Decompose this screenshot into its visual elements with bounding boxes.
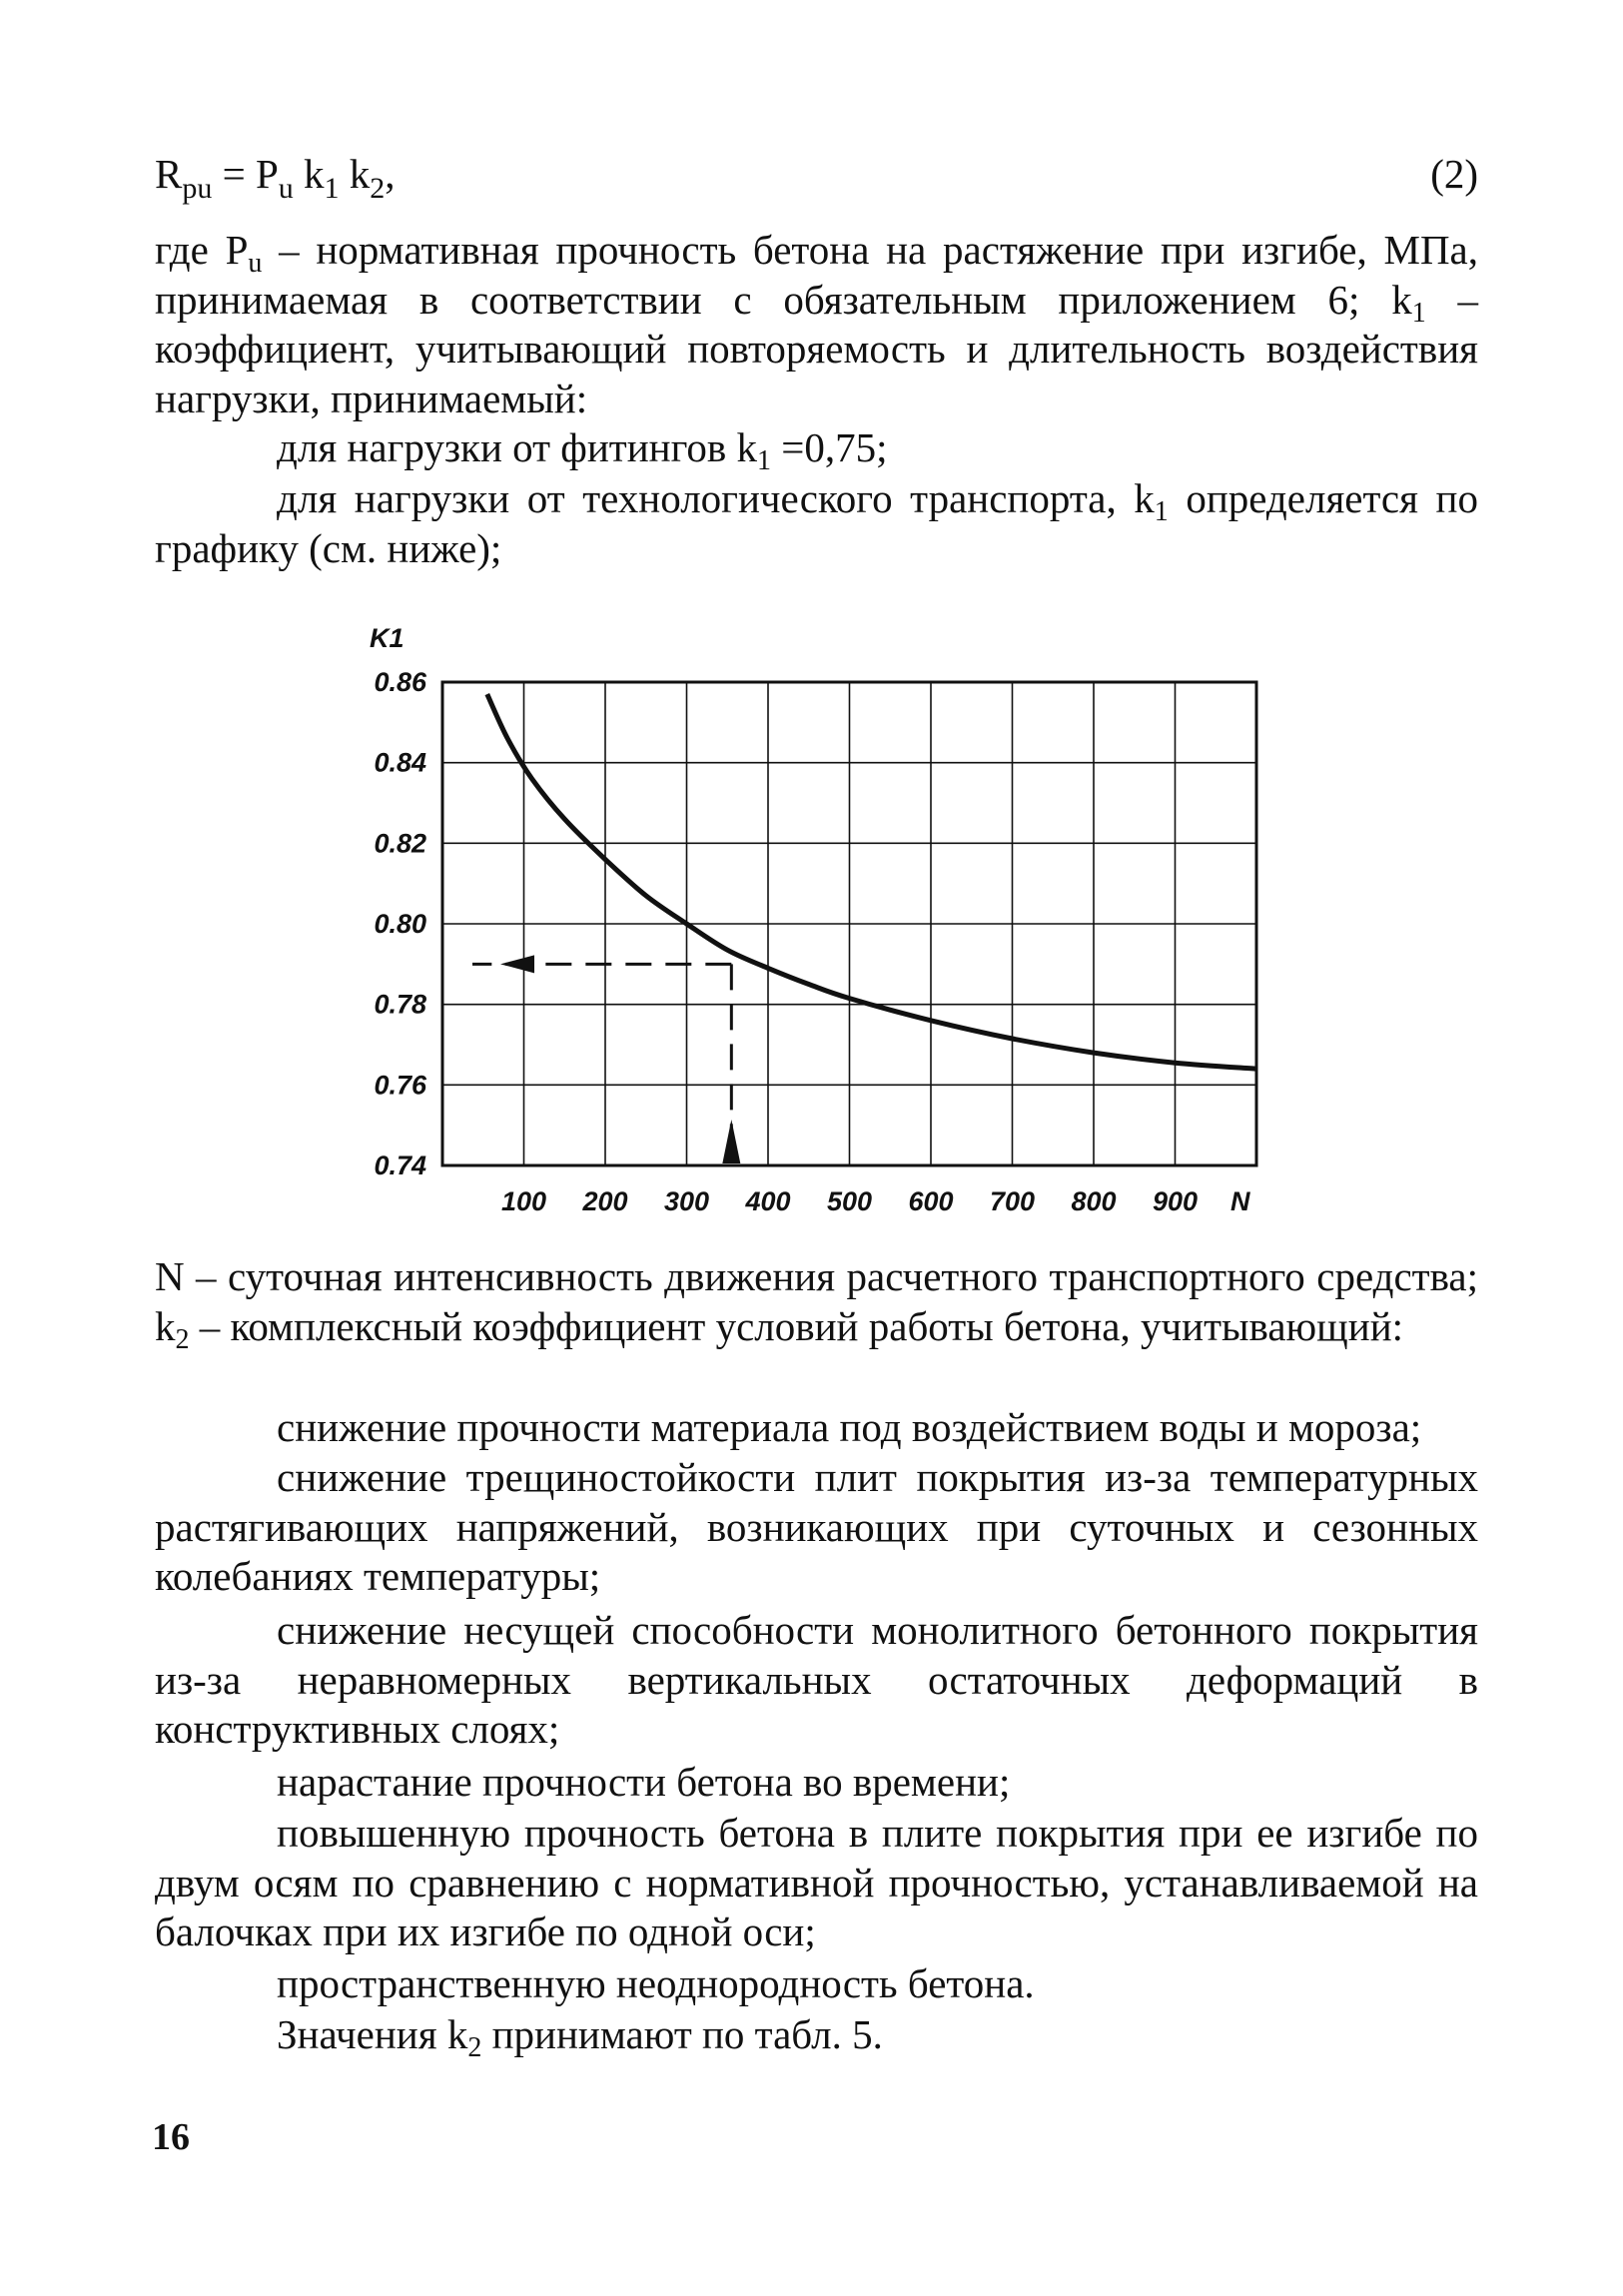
y-tick-label: 0.78 [374,989,426,1020]
paragraph-item-1: снижение прочности материала под воздействием воды и мороза; [277,1404,1422,1450]
x-tick-label: 500 [826,1186,873,1216]
formula-number: (2) [1430,151,1478,197]
formula-2 [155,150,1478,210]
k1-curve [487,694,1256,1069]
paragraph-fittings-load: для нагрузки от фитингов $k_1 =0,75$; [277,424,888,476]
y-tick-label: 0.76 [374,1070,426,1101]
paragraph-item-4: нарастание прочности бетона во времени; [277,1759,1011,1805]
paragraph-n-k2: N – суточная интенсивность движения расчетного транспортного средства; $k_2$ – комплексный коэффициент условий работы бетона, учитывающий: [155,1253,1478,1355]
guide-arrow-left [500,955,534,973]
x-tick-label: 600 [908,1186,954,1216]
y-axis-title: K1 [370,623,405,653]
x-tick-label: 800 [1071,1186,1117,1216]
paragraph-definitions: где $P_u$ – нормативная прочность бетона на растяжение при изгибе, МПа, принимаемая в соответствии с обязательным приложением 6; $k_1$ – коэффициент, учитывающий повторяемость и длительность воздействия нагрузки, принимаемый: [155,227,1479,421]
y-tick-label: 0.74 [374,1150,426,1180]
y-tick-label: 0.80 [374,909,426,939]
paragraph-item-2: снижение трещиностойкости плит покрытия из-за температурных растягивающих напряжений, возникающих при суточных и сезонных колебаниях температуры; [155,1454,1478,1599]
chart-frame [442,682,1256,1165]
x-tick-label: 900 [1152,1186,1199,1216]
y-tick-labels [374,667,427,1180]
page-number: 16 [152,2116,190,2158]
x-tick-label: 300 [663,1186,710,1216]
paragraph-item-5: повышенную прочность бетона в плите покрытия при ее изгибе по двум осям по сравнению с нормативной прочностью, устанавливаемой на балочках при их изгибе по одной оси; [155,1810,1478,1954]
paragraph-item-3: снижение несущей способности монолитного бетонного покрытия из-за неравномерных вертикальных остаточных деформаций в конструктивных слоях; [155,1607,1478,1752]
x-tick-labels [501,1186,1198,1216]
y-tick-label: 0.84 [374,747,426,778]
x-tick-label: 400 [745,1186,791,1216]
formula-expression: $R_{pu} = P_u$ $k_1$ $k_2$, [155,151,396,205]
x-tick-label: 100 [500,1186,547,1216]
paragraph-transport-load: для нагрузки от технологического транспорта, $k_1$ определяется по графику (см. ниже); [155,475,1478,571]
x-tick-label: 200 [582,1186,628,1216]
guide-arrow-up [722,1120,740,1163]
paragraph-item-6: пространственную неоднородность бетона. [277,1960,1035,2006]
y-tick-label: 0.82 [374,828,426,859]
paragraph-k2-reference: Значения $k_2$ принимают по табл. 5. [277,2011,883,2063]
y-tick-label: 0.86 [374,667,426,697]
x-axis-title: N [1230,1186,1250,1216]
chart-grid [442,682,1256,1165]
x-tick-label: 700 [989,1186,1036,1216]
